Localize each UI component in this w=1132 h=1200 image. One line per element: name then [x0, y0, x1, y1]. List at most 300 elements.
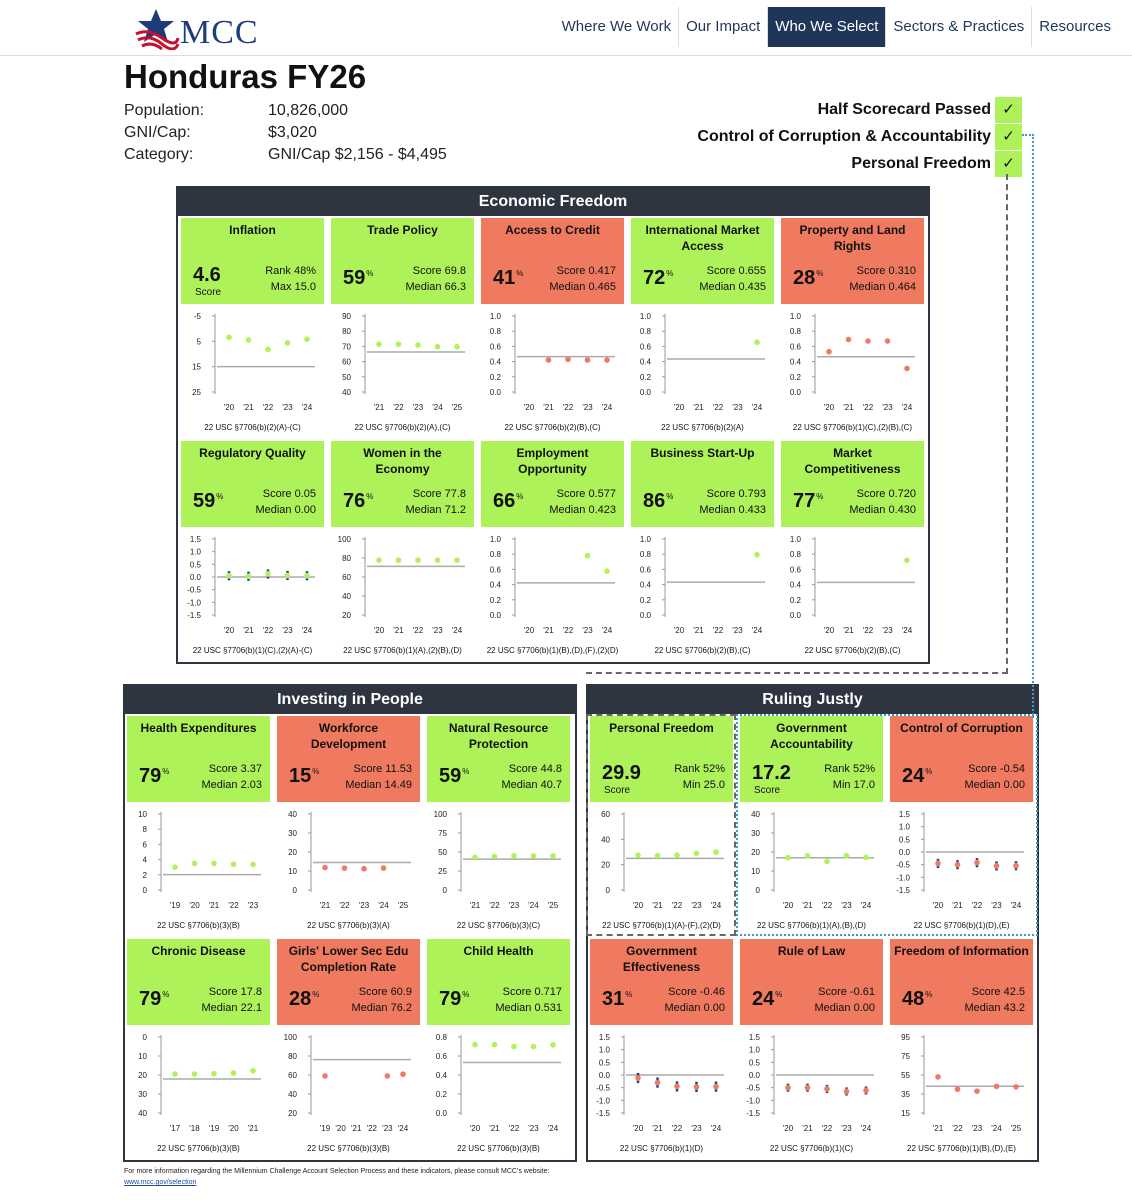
indicator-stat-primary: Score 0.655: [706, 265, 766, 277]
indicator-stat-secondary: Median 0.464: [849, 281, 916, 293]
percent-sign: %: [462, 767, 470, 776]
indicator-card-trade-policy[interactable]: [331, 218, 474, 433]
menu-item-sectors-practices[interactable]: Sectors & Practices: [885, 7, 1031, 47]
footer-link[interactable]: www.mcc.gov/selection: [124, 1179, 197, 1186]
x-tick-label: '21: [652, 901, 663, 910]
indicator-card-government-effectiveness[interactable]: [590, 939, 733, 1154]
indicator-card-inflation[interactable]: [181, 218, 324, 433]
menu-item-resources[interactable]: Resources: [1031, 7, 1118, 47]
y-tick-label: 1.0: [489, 535, 501, 544]
criterion-label: Control of Corruption & Accountability: [697, 127, 991, 145]
y-tick-label: 0.2: [435, 1090, 447, 1099]
data-point: [863, 1088, 869, 1094]
indicator-stat-primary: Score -0.54: [968, 763, 1025, 775]
criterion-personal-freedom: [697, 150, 1022, 177]
data-point: [904, 557, 910, 563]
data-point: [385, 1073, 391, 1079]
x-tick-label: '24: [601, 626, 613, 635]
trend-chart-svg: [331, 531, 474, 637]
y-tick-label: 15: [192, 362, 201, 372]
x-tick-label: '22: [862, 403, 874, 412]
x-tick-label: '21: [247, 1124, 259, 1133]
y-tick-label: 0.8: [435, 1033, 447, 1042]
x-tick-label: '18: [189, 1124, 200, 1133]
x-tick-label: '23: [882, 626, 893, 635]
y-tick-label: 80: [288, 1052, 297, 1061]
data-point: [435, 344, 441, 350]
indicator-percentile: [343, 490, 373, 513]
indicator-percentile: [752, 988, 782, 1011]
y-tick-label: 0.8: [789, 550, 801, 560]
indicator-stat-primary: Score 44.8: [508, 763, 562, 775]
x-tick-label: '22: [562, 626, 574, 635]
percent-sign: %: [666, 269, 674, 278]
data-point: [511, 1044, 517, 1050]
indicator-card-workforce-development[interactable]: [277, 716, 420, 931]
y-tick-label: 0.5: [189, 560, 201, 570]
percent-sign: %: [162, 767, 170, 776]
x-tick-label: '20: [823, 626, 835, 635]
legal-citation: 22 USC §7706(b)(2)(A)-(C): [204, 423, 301, 432]
y-tick-label: -0.5: [896, 860, 910, 870]
indicator-percentile: [343, 267, 373, 290]
y-tick-label: 20: [138, 1071, 147, 1080]
y-tick-label: 10: [138, 1052, 147, 1061]
x-tick-label: '24: [601, 403, 613, 412]
legal-citation: 22 USC §7706(b)(2)(B),(C): [804, 646, 901, 655]
x-tick-label: '22: [952, 1124, 963, 1133]
indicator-stat-primary: Score -0.46: [668, 986, 725, 998]
x-tick-label: '24: [528, 901, 539, 910]
percent-sign: %: [216, 492, 224, 501]
indicator-card-market-competitiveness[interactable]: [781, 441, 924, 656]
percentile-value: 31: [602, 988, 625, 1010]
x-tick-label: '22: [562, 403, 574, 412]
y-tick-label: 30: [288, 829, 297, 838]
indicator-card-access-to-credit[interactable]: [481, 218, 624, 433]
indicator-value: 4.6: [193, 264, 221, 286]
y-tick-label: 35: [901, 1090, 910, 1099]
x-tick-label: '24: [751, 626, 763, 635]
footer-text: For more information regarding the Millennium Challenge Account Selection Process and these indicators, please consult MCC's website:: [124, 1168, 550, 1175]
mcc-logo[interactable]: [134, 8, 274, 50]
info-value: $3,020: [268, 124, 317, 141]
x-tick-label: '22: [712, 403, 724, 412]
indicator-title: Access to Credit: [505, 223, 600, 237]
indicator-stat-primary: Score 0.577: [556, 488, 616, 500]
indicator-card-child-health[interactable]: [427, 939, 570, 1154]
x-tick-label: '22: [712, 626, 724, 635]
data-point: [604, 568, 610, 574]
card-header: [181, 218, 324, 304]
x-tick-label: '20: [228, 1124, 239, 1133]
data-point: [955, 1086, 961, 1092]
data-point: [472, 1042, 478, 1048]
indicator-title: Market Competitiveness: [804, 446, 901, 476]
y-tick-label: 75: [901, 1052, 910, 1061]
indicator-stat-primary: Score 69.8: [412, 265, 466, 277]
y-tick-label: 10: [288, 867, 297, 876]
legal-citation: 22 USC §7706(b)(3)(B): [307, 1144, 390, 1153]
x-tick-label: '24: [860, 901, 872, 910]
legal-citation: 22 USC §7706(b)(1)(A)-(F),(2)(D): [602, 921, 721, 930]
y-tick-label: 60: [342, 357, 351, 367]
y-tick-label: -1.5: [746, 1109, 760, 1118]
percentile-value: 79: [139, 988, 162, 1010]
legal-citation: 22 USC §7706(b)(1)(A),(B),(D): [757, 921, 866, 930]
section-economic-freedom: [176, 186, 930, 664]
indicator-card-property-and-land-rights[interactable]: [781, 218, 924, 433]
indicator-chart: [740, 1029, 883, 1135]
indicator-card-natural-resource-protection[interactable]: [427, 716, 570, 931]
y-tick-label: 0.0: [748, 1071, 760, 1080]
y-tick-label: 60: [288, 1071, 297, 1080]
y-tick-label: 25: [438, 867, 447, 876]
percent-sign: %: [666, 492, 674, 501]
data-point: [550, 1042, 556, 1048]
trend-chart-svg: [427, 1029, 570, 1135]
info-row: [124, 124, 447, 146]
data-point: [492, 854, 498, 860]
data-point: [396, 341, 402, 347]
card-header: [631, 218, 774, 304]
y-tick-label: 0.8: [489, 327, 501, 337]
info-value: 10,826,000: [268, 102, 349, 119]
card-header: [427, 716, 570, 802]
x-tick-label: '24: [547, 1124, 559, 1133]
data-point: [604, 357, 610, 363]
data-point: [192, 861, 198, 867]
percent-sign: %: [312, 767, 320, 776]
x-tick-label: '22: [228, 901, 239, 910]
x-tick-label: '22: [366, 1124, 378, 1133]
percentile-value: 59: [439, 765, 462, 787]
indicator-stat-secondary: Median 2.03: [201, 779, 262, 791]
data-point: [361, 866, 367, 872]
info-row: [124, 102, 447, 124]
x-tick-label: '23: [282, 403, 293, 412]
y-tick-label: 20: [601, 860, 610, 870]
x-tick-label: '24: [1010, 901, 1022, 910]
section-title: Economic Freedom: [178, 188, 928, 216]
x-tick-label: '21: [843, 626, 854, 635]
y-tick-label: 0.0: [639, 388, 651, 397]
data-point: [844, 1089, 850, 1095]
indicator-value: 29.9: [602, 762, 641, 784]
data-point: [674, 1084, 680, 1090]
trend-chart-svg: [481, 531, 624, 637]
data-point: [265, 347, 271, 353]
y-tick-label: 70: [342, 342, 351, 352]
trend-chart-svg: [631, 308, 774, 414]
info-label: Population:: [124, 102, 205, 119]
data-point: [265, 571, 271, 577]
y-tick-label: -0.5: [187, 585, 201, 595]
data-point: [211, 1071, 217, 1077]
percentile-value: 79: [139, 765, 162, 787]
x-tick-label: '24: [901, 626, 913, 635]
y-tick-label: 40: [342, 388, 351, 397]
y-tick-label: 0.0: [598, 1071, 610, 1080]
card-header: [277, 716, 420, 802]
data-point: [304, 573, 310, 579]
data-point: [865, 338, 871, 344]
indicator-title: Child Health: [463, 944, 534, 958]
indicator-stat-secondary: Median 0.00: [814, 1002, 875, 1014]
y-tick-label: 0: [605, 886, 610, 895]
card-header: [631, 441, 774, 527]
indicator-card-freedom-of-information[interactable]: [890, 939, 1033, 1154]
x-tick-label: '24: [397, 1124, 409, 1133]
data-point: [565, 357, 571, 363]
legal-citation: 22 USC §7706(b)(2)(A): [661, 423, 744, 432]
trend-chart-svg: [740, 1029, 883, 1135]
y-tick-label: 40: [288, 810, 297, 819]
y-tick-label: 0.4: [789, 580, 801, 590]
indicator-stat-primary: Score 17.8: [208, 986, 262, 998]
x-tick-label: '24: [710, 1124, 722, 1133]
info-value: GNI/Cap $2,156 - $4,495: [268, 146, 447, 163]
x-tick-label: '21: [802, 901, 813, 910]
legal-citation: 22 USC §7706(b)(1)(D): [619, 1144, 704, 1153]
y-tick-label: 20: [342, 611, 351, 620]
y-tick-label: 25: [192, 388, 201, 397]
indicator-stat-primary: Score 42.5: [971, 986, 1025, 998]
indicator-card-business-start-up[interactable]: [631, 441, 774, 656]
indicator-chart: [427, 806, 570, 912]
x-tick-label: '19: [169, 901, 181, 910]
indicator-card-international-market-access[interactable]: [631, 218, 774, 433]
percent-sign: %: [516, 492, 524, 501]
indicator-card-women-in-the-economy[interactable]: [331, 441, 474, 656]
card-header: [590, 939, 733, 1025]
x-tick-label: '21: [693, 626, 704, 635]
card-header: [127, 939, 270, 1025]
criterion-half-scorecard-passed: [697, 96, 1022, 123]
data-point: [531, 1044, 537, 1050]
country-info: [124, 102, 447, 168]
trend-chart-svg: [127, 1029, 270, 1135]
x-tick-label: '25: [397, 901, 409, 910]
y-tick-label: 0.4: [789, 357, 801, 367]
indicator-card-health-expenditures[interactable]: [127, 716, 270, 931]
data-point: [754, 552, 760, 558]
x-tick-label: '22: [412, 626, 424, 635]
menu-item-our-impact[interactable]: Our Impact: [678, 7, 767, 47]
card-header: [781, 218, 924, 304]
indicator-title: Chronic Disease: [151, 944, 246, 958]
data-point: [381, 865, 387, 871]
data-point: [826, 349, 832, 355]
x-tick-label: '24: [432, 403, 443, 412]
indicator-title: Personal Freedom: [609, 721, 714, 735]
y-tick-label: 55: [901, 1071, 910, 1080]
percent-sign: %: [162, 990, 170, 999]
y-tick-label: 8: [142, 825, 147, 835]
menu-item-where-we-work[interactable]: Where We Work: [561, 18, 672, 35]
indicator-title: Freedom of Information: [894, 944, 1029, 958]
card-header: [481, 218, 624, 304]
x-tick-label: '20: [189, 901, 200, 910]
x-tick-label: '22: [671, 1124, 683, 1133]
y-tick-label: 50: [438, 848, 447, 857]
x-tick-label: '24: [451, 626, 463, 635]
data-point: [246, 573, 252, 579]
x-tick-label: '23: [508, 901, 520, 910]
y-tick-label: 15: [901, 1109, 910, 1118]
percentile-value: 28: [793, 267, 816, 289]
x-tick-label: '23: [841, 901, 852, 910]
indicator-chart: [427, 1029, 570, 1135]
y-tick-label: 0: [142, 886, 147, 895]
y-tick-label: 1.0: [789, 535, 801, 544]
percentile-value: 77: [793, 490, 816, 512]
data-point: [885, 338, 891, 344]
x-tick-label: '20: [673, 403, 685, 412]
indicator-title: Health Expenditures: [140, 721, 257, 735]
data-point: [285, 340, 291, 346]
y-tick-label: 0.4: [639, 580, 651, 590]
y-tick-label: 0.2: [489, 595, 501, 605]
data-point: [322, 865, 328, 871]
percentile-value: 48: [902, 988, 925, 1010]
indicator-title: Regulatory Quality: [199, 446, 306, 460]
indicator-stat-primary: Rank 48%: [265, 265, 316, 277]
indicator-value-label: Score: [195, 287, 222, 298]
indicator-stat-secondary: Median 0.430: [849, 504, 916, 516]
section-investing-in-people: [123, 684, 577, 1162]
x-tick-label: '24: [301, 626, 313, 635]
info-label: Category:: [124, 146, 194, 163]
x-tick-label: '24: [301, 403, 313, 412]
y-tick-label: -1.5: [187, 611, 201, 620]
y-tick-label: 0.4: [489, 357, 501, 367]
data-point: [585, 357, 591, 363]
indicator-stat-secondary: Median 71.2: [405, 504, 466, 516]
y-tick-label: 0: [142, 1033, 147, 1042]
indicator-title: Business Start-Up: [650, 446, 755, 460]
x-tick-label: '21: [952, 901, 963, 910]
indicator-card-girls-lower-sec-edu-completion-rate[interactable]: [277, 939, 420, 1154]
data-point: [550, 853, 556, 859]
x-tick-label: '23: [582, 403, 593, 412]
accountability-highlight: [736, 714, 1038, 936]
y-tick-label: 0.6: [435, 1052, 447, 1061]
x-tick-label: '23: [732, 403, 743, 412]
data-point: [454, 344, 460, 350]
indicator-stat-secondary: Median 66.3: [405, 281, 466, 293]
indicator-stat-secondary: Median 0.435: [699, 281, 766, 293]
x-tick-label: '23: [841, 1124, 852, 1133]
y-tick-label: 0.0: [435, 1109, 447, 1118]
x-tick-label: '21: [693, 403, 704, 412]
card-header: [427, 939, 570, 1025]
indicator-card-regulatory-quality[interactable]: [181, 441, 324, 656]
x-tick-label: '21: [652, 1124, 663, 1133]
indicator-stat-primary: Score 0.310: [856, 265, 916, 277]
indicator-card-chronic-disease[interactable]: [127, 939, 270, 1154]
y-tick-label: -1.0: [187, 598, 201, 608]
x-tick-label: '22: [862, 626, 874, 635]
data-point: [415, 342, 421, 348]
trend-chart-svg: [277, 1029, 420, 1135]
x-tick-label: '21: [489, 1124, 500, 1133]
x-tick-label: '21: [350, 1124, 362, 1133]
indicator-percentile: [643, 267, 673, 290]
trend-chart-svg: [181, 308, 324, 414]
y-tick-label: 0.4: [435, 1071, 447, 1080]
trend-chart-svg: [631, 531, 774, 637]
x-tick-label: '23: [528, 1124, 539, 1133]
data-point: [694, 1084, 700, 1090]
indicator-card-employment-opportunity[interactable]: [481, 441, 624, 656]
card-header: [331, 441, 474, 527]
data-point: [785, 1085, 791, 1091]
y-tick-label: 1.5: [189, 535, 201, 544]
data-point: [231, 861, 237, 867]
y-tick-label: 4: [142, 855, 147, 865]
indicator-stat-secondary: Median 0.00: [664, 1002, 725, 1014]
data-point: [492, 1042, 498, 1048]
x-tick-label: '21: [373, 403, 385, 412]
page-title: Honduras FY26: [124, 58, 367, 95]
x-tick-label: '22: [339, 901, 350, 910]
indicator-stat-secondary: Median 76.2: [351, 1002, 412, 1014]
indicator-title: Control of Corruption: [900, 721, 1023, 735]
indicator-chart: [277, 1029, 420, 1135]
indicator-percentile: [493, 490, 523, 513]
x-tick-label: '21: [243, 626, 254, 635]
legal-citation: 22 USC §7706(b)(1)(B),(D),(E): [907, 1144, 1016, 1153]
legal-citation: 22 USC §7706(b)(1)(C),(2)(B),(C): [792, 423, 913, 432]
indicator-stat-secondary: Median 22.1: [201, 1002, 262, 1014]
percentile-value: 59: [343, 267, 366, 289]
data-point: [994, 1084, 1000, 1090]
indicator-stat-secondary: Median 0.531: [495, 1002, 562, 1014]
x-tick-label: '24: [860, 1124, 872, 1133]
x-tick-label: '23: [882, 403, 893, 412]
data-point: [824, 1086, 830, 1092]
x-tick-label: '23: [691, 901, 702, 910]
y-tick-label: -5: [193, 312, 201, 321]
indicator-chart: [331, 531, 474, 637]
indicator-stat-primary: Score 0.417: [556, 265, 616, 277]
y-tick-label: 0.0: [789, 611, 801, 620]
indicator-stat-primary: Score 0.717: [502, 986, 562, 998]
y-tick-label: -0.5: [746, 1083, 760, 1093]
trend-chart-svg: [781, 308, 924, 414]
indicator-chart: [781, 531, 924, 637]
indicator-card-rule-of-law[interactable]: [740, 939, 883, 1154]
indicator-title: Inflation: [229, 223, 276, 237]
y-tick-label: 1.0: [748, 1045, 760, 1055]
x-tick-label: '24: [901, 403, 913, 412]
y-tick-label: 1.0: [639, 312, 651, 321]
percent-sign: %: [312, 990, 320, 999]
indicator-stat-primary: Score 0.793: [706, 488, 766, 500]
menu-item-who-we-select[interactable]: Who We Select: [767, 7, 885, 47]
indicator-chart: [781, 308, 924, 414]
data-point: [713, 1084, 719, 1090]
legal-citation: 22 USC §7706(b)(2)(B),(C): [654, 646, 751, 655]
indicator-stat-secondary: Median 0.00: [255, 504, 316, 516]
percent-sign: %: [925, 990, 933, 999]
trend-chart-svg: [427, 806, 570, 912]
x-tick-label: '20: [823, 403, 835, 412]
x-tick-label: '21: [393, 626, 404, 635]
indicator-title: International Market Access: [645, 223, 760, 253]
indicator-chart: [181, 531, 324, 637]
